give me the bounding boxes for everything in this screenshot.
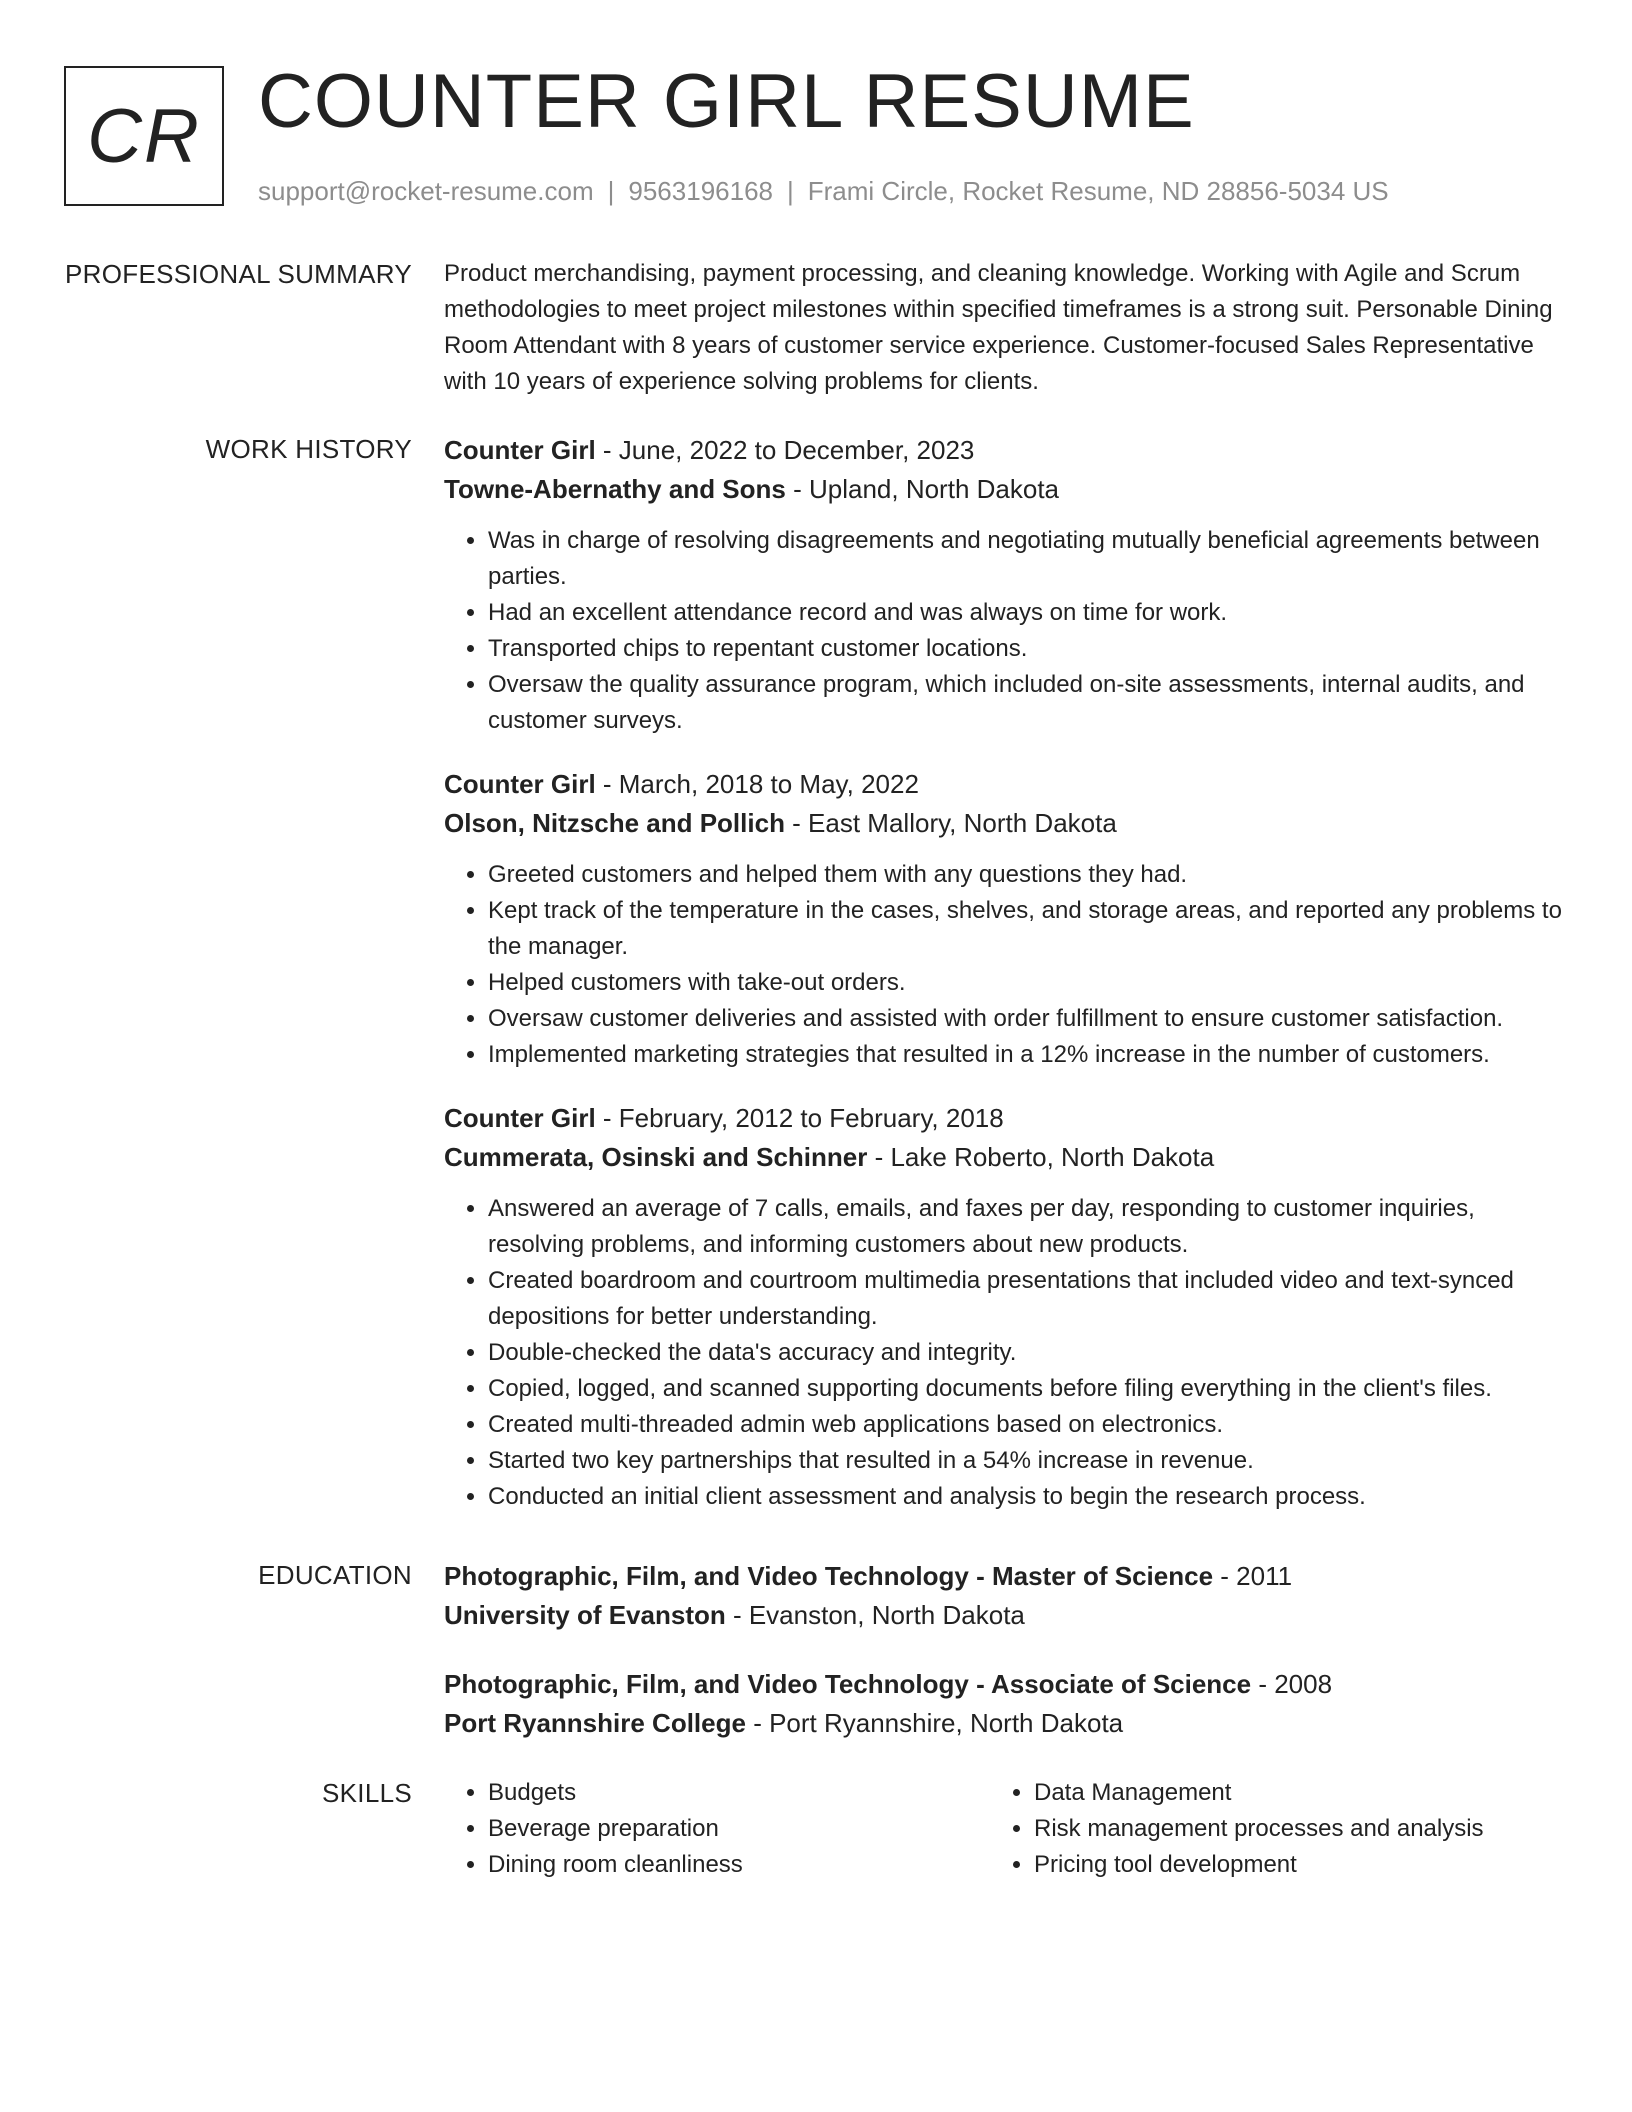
skill-item: • Data Management <box>1034 1775 1536 1811</box>
summary-heading: PROFESSIONAL SUMMARY <box>65 259 412 289</box>
contact-address: Frami Circle, Rocket Resume, ND 28856-5034 US <box>807 176 1389 206</box>
education-entry <box>444 1557 1564 1635</box>
contact-separator: | <box>787 176 794 206</box>
job-company-line <box>444 804 1564 843</box>
skill-item: • Pricing tool development <box>1034 1847 1536 1883</box>
skills-columns <box>444 1775 1564 1883</box>
job-bullet: • Started two key partnerships that resulted in a 54% increase in revenue. <box>488 1443 1564 1479</box>
job-entry <box>444 1099 1564 1515</box>
job-title-line <box>444 431 1564 470</box>
skills-column-left <box>444 1775 990 1883</box>
job-title: Counter Girl <box>444 769 596 799</box>
education-location: - Port Ryannshire, North Dakota <box>745 1708 1124 1738</box>
education-school: Port Ryannshire College <box>444 1708 746 1738</box>
job-company: Towne-Abernathy and Sons <box>444 474 786 504</box>
job-title-line <box>444 1099 1564 1138</box>
education-entry <box>444 1665 1564 1743</box>
job-company: Cummerata, Osinski and Schinner <box>444 1142 868 1172</box>
skills-body <box>444 1775 1564 1883</box>
job-company-line <box>444 1138 1564 1177</box>
job-bullet: • Double-checked the data's accuracy and integrity. <box>488 1335 1564 1371</box>
education-degree: Photographic, Film, and Video Technology - Associate of Science <box>444 1669 1252 1699</box>
education-location: - Evanston, North Dakota <box>725 1600 1025 1630</box>
job-bullets <box>444 857 1564 1073</box>
job-title: Counter Girl <box>444 1103 596 1133</box>
job-bullet: • Transported chips to repentant customer locations. <box>488 631 1564 667</box>
skill-item: • Beverage preparation <box>488 1811 990 1847</box>
monogram-badge: CR <box>64 66 224 206</box>
contact-line <box>258 174 1389 208</box>
job-company-line <box>444 470 1564 509</box>
education-body <box>444 1557 1564 1773</box>
job-bullet: • Answered an average of 7 calls, emails, and faxes per day, responding to customer inquiries, resolving problems, and informing customers about new products. <box>488 1191 1564 1263</box>
skill-item: • Dining room cleanliness <box>488 1847 990 1883</box>
job-bullets <box>444 1191 1564 1515</box>
education-year: - 2008 <box>1251 1669 1333 1699</box>
job-dates: - March, 2018 to May, 2022 <box>595 769 919 799</box>
contact-email: support@rocket-resume.com <box>258 176 594 206</box>
contact-separator: | <box>607 176 615 206</box>
education-school: University of Evanston <box>444 1600 726 1630</box>
job-bullet: • Helped customers with take-out orders. <box>488 965 1564 1001</box>
education-heading: EDUCATION <box>258 1560 412 1590</box>
job-title: Counter Girl <box>444 435 596 465</box>
education-degree: Photographic, Film, and Video Technology - Master of Science <box>444 1561 1214 1591</box>
job-location: - Upland, North Dakota <box>785 474 1060 504</box>
job-bullet: • Conducted an initial client assessment and analysis to begin the research process. <box>488 1479 1564 1515</box>
skill-item: • Budgets <box>488 1775 990 1811</box>
job-bullet: • Greeted customers and helped them with any questions they had. <box>488 857 1564 893</box>
work-history-body <box>444 431 1564 1541</box>
skills-column-right <box>990 1775 1536 1883</box>
job-dates: - June, 2022 to December, 2023 <box>595 435 975 465</box>
skills-list <box>990 1775 1536 1883</box>
job-bullets <box>444 523 1564 739</box>
job-bullet: • Created multi-threaded admin web applications based on electronics. <box>488 1407 1564 1443</box>
skills-heading: SKILLS <box>322 1778 412 1808</box>
education-degree-line <box>444 1665 1564 1704</box>
skills-list <box>444 1775 990 1883</box>
education-degree-line <box>444 1557 1564 1596</box>
summary-body <box>444 256 1564 400</box>
contact-phone: 9563196168 <box>628 176 773 206</box>
job-bullet: • Copied, logged, and scanned supporting documents before filing everything in the client's files. <box>488 1371 1564 1407</box>
job-bullet: • Oversaw customer deliveries and assisted with order fulfillment to ensure customer satisfaction. <box>488 1001 1564 1037</box>
job-company: Olson, Nitzsche and Pollich <box>444 808 785 838</box>
job-bullet: • Kept track of the temperature in the cases, shelves, and storage areas, and reported any problems to the manager. <box>488 893 1564 965</box>
work-history-heading: WORK HISTORY <box>205 434 412 464</box>
skill-item: • Risk management processes and analysis <box>1034 1811 1536 1847</box>
job-bullet: • Had an excellent attendance record and was always on time for work. <box>488 595 1564 631</box>
job-entry <box>444 431 1564 739</box>
job-bullet: • Oversaw the quality assurance program, which included on-site assessments, internal audits, and customer surveys. <box>488 667 1564 739</box>
job-bullet: • Implemented marketing strategies that resulted in a 12% increase in the number of customers. <box>488 1037 1564 1073</box>
job-title-line <box>444 765 1564 804</box>
job-location: - Lake Roberto, North Dakota <box>867 1142 1215 1172</box>
job-bullet: • Was in charge of resolving disagreements and negotiating mutually beneficial agreements between parties. <box>488 523 1564 595</box>
job-entry <box>444 765 1564 1073</box>
resume-title: COUNTER GIRL RESUME <box>258 59 1195 144</box>
summary-text: Product merchandising, payment processing, and cleaning knowledge. Working with Agile and Scrum methodologies to meet project milestones within specified timeframes is a strong suit. Personable Dining Room Attendant with 8 years of customer service experience. Customer-focused Sales Representative with 10 years of experience solving problems for clients. <box>444 260 1553 395</box>
job-bullet: • Created boardroom and courtroom multimedia presentations that included video and text-synced depositions for better understanding. <box>488 1263 1564 1335</box>
job-location: - East Mallory, North Dakota <box>784 808 1117 838</box>
education-school-line <box>444 1704 1564 1743</box>
job-dates: - February, 2012 to February, 2018 <box>595 1103 1004 1133</box>
education-school-line <box>444 1596 1564 1635</box>
education-year: - 2011 <box>1213 1561 1293 1591</box>
